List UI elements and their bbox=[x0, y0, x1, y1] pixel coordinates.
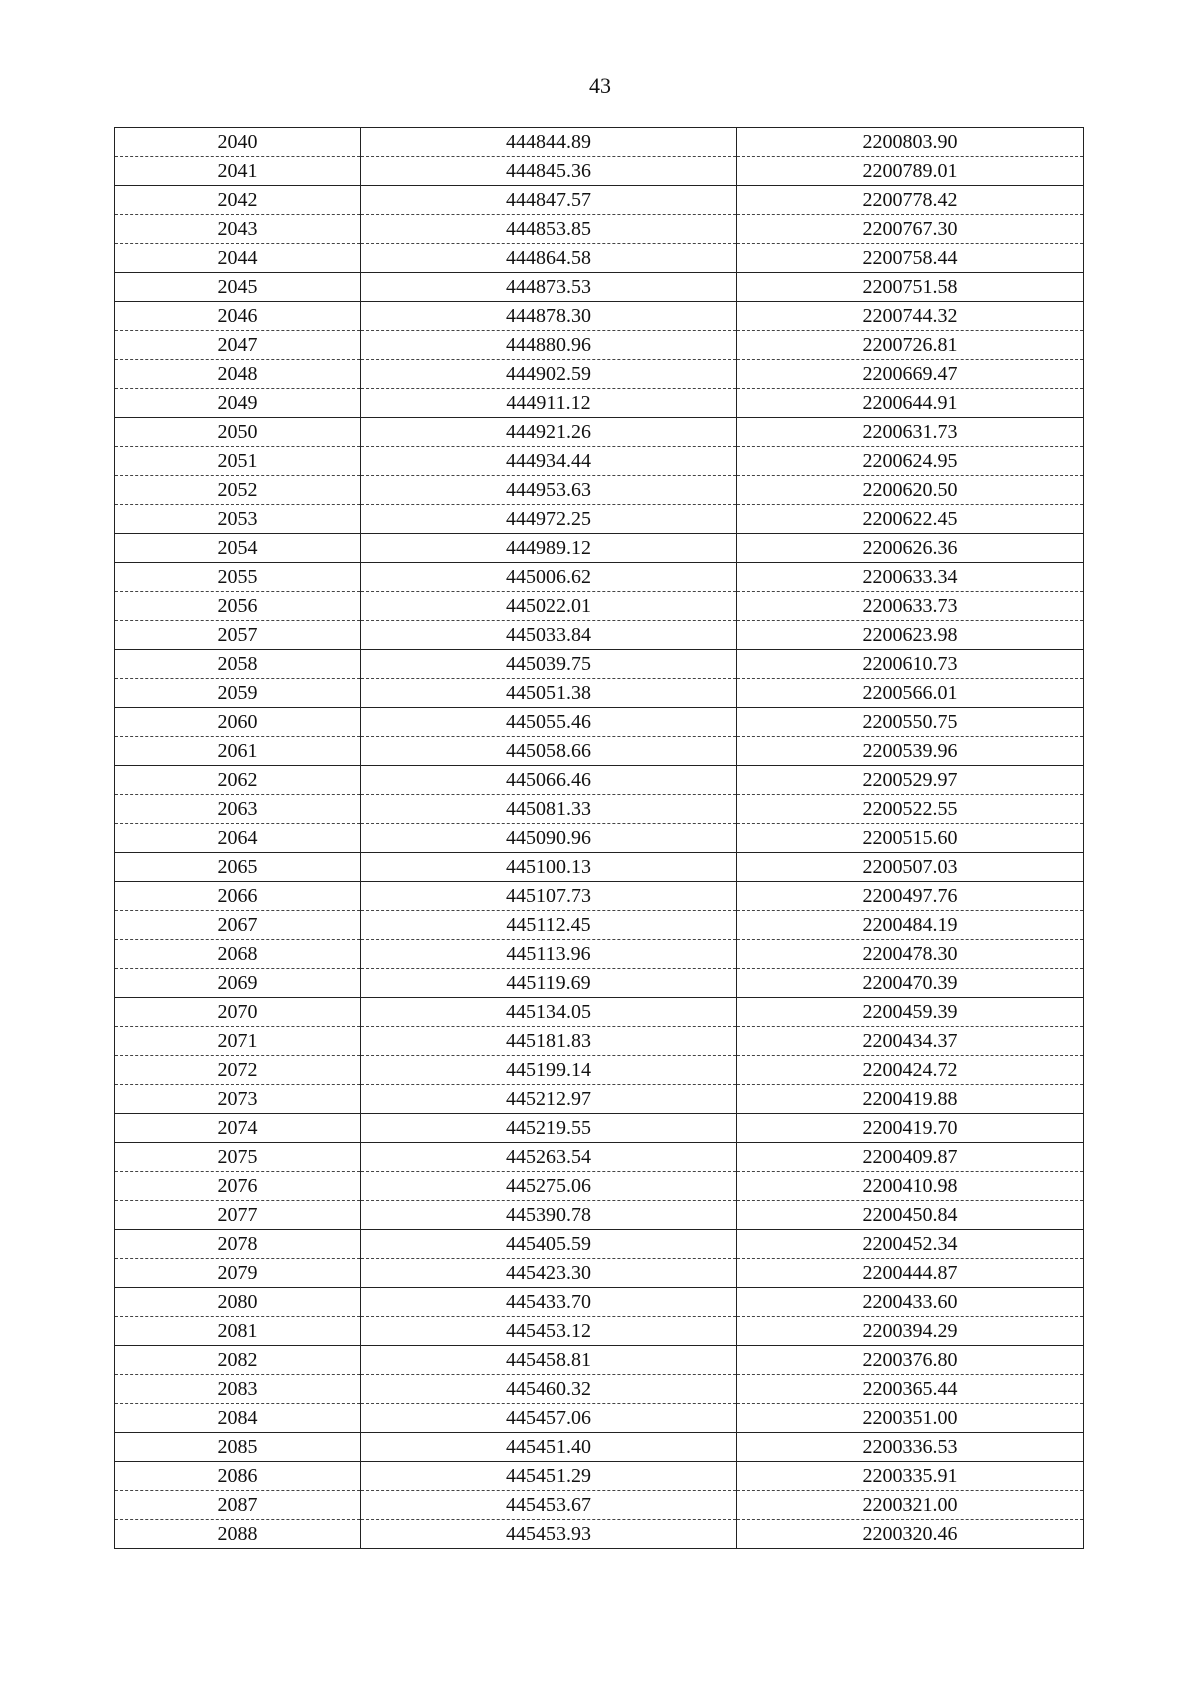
table-row bbox=[115, 534, 1084, 563]
table-row bbox=[115, 1491, 1084, 1520]
table-row bbox=[115, 911, 1084, 940]
y-coordinate-cell: 2200633.34 bbox=[737, 563, 1084, 592]
x-coordinate-cell: 444911.12 bbox=[361, 389, 737, 418]
y-coordinate-cell: 2200566.01 bbox=[737, 679, 1084, 708]
table-row bbox=[115, 940, 1084, 969]
point-number-cell: 2087 bbox=[115, 1491, 361, 1520]
point-number-cell: 2051 bbox=[115, 447, 361, 476]
x-coordinate-cell: 445058.66 bbox=[361, 737, 737, 766]
table-row bbox=[115, 215, 1084, 244]
x-coordinate-cell: 445081.33 bbox=[361, 795, 737, 824]
table-row bbox=[115, 853, 1084, 882]
point-number-cell: 2081 bbox=[115, 1317, 361, 1346]
point-number-cell: 2071 bbox=[115, 1027, 361, 1056]
y-coordinate-cell: 2200726.81 bbox=[737, 331, 1084, 360]
x-coordinate-cell: 445113.96 bbox=[361, 940, 737, 969]
table-row bbox=[115, 1201, 1084, 1230]
table-row bbox=[115, 1462, 1084, 1491]
table-row bbox=[115, 1143, 1084, 1172]
table-row bbox=[115, 824, 1084, 853]
y-coordinate-cell: 2200633.73 bbox=[737, 592, 1084, 621]
y-coordinate-cell: 2200478.30 bbox=[737, 940, 1084, 969]
y-coordinate-cell: 2200620.50 bbox=[737, 476, 1084, 505]
x-coordinate-cell: 444989.12 bbox=[361, 534, 737, 563]
y-coordinate-cell: 2200744.32 bbox=[737, 302, 1084, 331]
table-row bbox=[115, 969, 1084, 998]
x-coordinate-cell: 445181.83 bbox=[361, 1027, 737, 1056]
table-row bbox=[115, 389, 1084, 418]
x-coordinate-cell: 445134.05 bbox=[361, 998, 737, 1027]
y-coordinate-cell: 2200450.84 bbox=[737, 1201, 1084, 1230]
x-coordinate-cell: 444934.44 bbox=[361, 447, 737, 476]
point-number-cell: 2067 bbox=[115, 911, 361, 940]
y-coordinate-cell: 2200320.46 bbox=[737, 1520, 1084, 1549]
y-coordinate-cell: 2200623.98 bbox=[737, 621, 1084, 650]
table-row bbox=[115, 476, 1084, 505]
y-coordinate-cell: 2200433.60 bbox=[737, 1288, 1084, 1317]
table-row bbox=[115, 447, 1084, 476]
point-number-cell: 2045 bbox=[115, 273, 361, 302]
x-coordinate-cell: 445090.96 bbox=[361, 824, 737, 853]
y-coordinate-cell: 2200622.45 bbox=[737, 505, 1084, 534]
point-number-cell: 2073 bbox=[115, 1085, 361, 1114]
y-coordinate-cell: 2200529.97 bbox=[737, 766, 1084, 795]
table-row bbox=[115, 708, 1084, 737]
table-row bbox=[115, 1346, 1084, 1375]
point-number-cell: 2040 bbox=[115, 128, 361, 157]
x-coordinate-cell: 445033.84 bbox=[361, 621, 737, 650]
x-coordinate-cell: 445219.55 bbox=[361, 1114, 737, 1143]
page-number: 43 bbox=[589, 73, 611, 98]
y-coordinate-cell: 2200470.39 bbox=[737, 969, 1084, 998]
y-coordinate-cell: 2200626.36 bbox=[737, 534, 1084, 563]
table-row bbox=[115, 737, 1084, 766]
y-coordinate-cell: 2200351.00 bbox=[737, 1404, 1084, 1433]
x-coordinate-cell: 444953.63 bbox=[361, 476, 737, 505]
x-coordinate-cell: 445100.13 bbox=[361, 853, 737, 882]
table-row bbox=[115, 1172, 1084, 1201]
point-number-cell: 2062 bbox=[115, 766, 361, 795]
point-number-cell: 2056 bbox=[115, 592, 361, 621]
table-row bbox=[115, 505, 1084, 534]
point-number-cell: 2074 bbox=[115, 1114, 361, 1143]
table-row bbox=[115, 795, 1084, 824]
table-row bbox=[115, 273, 1084, 302]
table-row bbox=[115, 1114, 1084, 1143]
point-number-cell: 2075 bbox=[115, 1143, 361, 1172]
y-coordinate-cell: 2200410.98 bbox=[737, 1172, 1084, 1201]
point-number-cell: 2060 bbox=[115, 708, 361, 737]
y-coordinate-cell: 2200459.39 bbox=[737, 998, 1084, 1027]
x-coordinate-cell: 445451.40 bbox=[361, 1433, 737, 1462]
y-coordinate-cell: 2200669.47 bbox=[737, 360, 1084, 389]
table-row bbox=[115, 1230, 1084, 1259]
table-row bbox=[115, 650, 1084, 679]
x-coordinate-cell: 444921.26 bbox=[361, 418, 737, 447]
y-coordinate-cell: 2200624.95 bbox=[737, 447, 1084, 476]
point-number-cell: 2042 bbox=[115, 186, 361, 215]
point-number-cell: 2078 bbox=[115, 1230, 361, 1259]
point-number-cell: 2057 bbox=[115, 621, 361, 650]
point-number-cell: 2047 bbox=[115, 331, 361, 360]
x-coordinate-cell: 445423.30 bbox=[361, 1259, 737, 1288]
point-number-cell: 2058 bbox=[115, 650, 361, 679]
y-coordinate-cell: 2200419.70 bbox=[737, 1114, 1084, 1143]
x-coordinate-cell: 445055.46 bbox=[361, 708, 737, 737]
point-number-cell: 2043 bbox=[115, 215, 361, 244]
y-coordinate-cell: 2200550.75 bbox=[737, 708, 1084, 737]
table-row bbox=[115, 157, 1084, 186]
point-number-cell: 2046 bbox=[115, 302, 361, 331]
y-coordinate-cell: 2200452.34 bbox=[737, 1230, 1084, 1259]
point-number-cell: 2048 bbox=[115, 360, 361, 389]
point-number-cell: 2077 bbox=[115, 1201, 361, 1230]
y-coordinate-cell: 2200444.87 bbox=[737, 1259, 1084, 1288]
y-coordinate-cell: 2200778.42 bbox=[737, 186, 1084, 215]
point-number-cell: 2082 bbox=[115, 1346, 361, 1375]
point-number-cell: 2065 bbox=[115, 853, 361, 882]
y-coordinate-cell: 2200497.76 bbox=[737, 882, 1084, 911]
table-row bbox=[115, 1375, 1084, 1404]
x-coordinate-cell: 445390.78 bbox=[361, 1201, 737, 1230]
x-coordinate-cell: 445275.06 bbox=[361, 1172, 737, 1201]
point-number-cell: 2080 bbox=[115, 1288, 361, 1317]
x-coordinate-cell: 445453.93 bbox=[361, 1520, 737, 1549]
coordinates-table bbox=[114, 127, 1084, 1549]
table-row bbox=[115, 331, 1084, 360]
table-row bbox=[115, 1404, 1084, 1433]
y-coordinate-cell: 2200335.91 bbox=[737, 1462, 1084, 1491]
y-coordinate-cell: 2200321.00 bbox=[737, 1491, 1084, 1520]
table-row bbox=[115, 1520, 1084, 1549]
y-coordinate-cell: 2200394.29 bbox=[737, 1317, 1084, 1346]
x-coordinate-cell: 444844.89 bbox=[361, 128, 737, 157]
point-number-cell: 2044 bbox=[115, 244, 361, 273]
table-row bbox=[115, 1433, 1084, 1462]
point-number-cell: 2066 bbox=[115, 882, 361, 911]
x-coordinate-cell: 444873.53 bbox=[361, 273, 737, 302]
x-coordinate-cell: 445453.67 bbox=[361, 1491, 737, 1520]
table-row bbox=[115, 302, 1084, 331]
y-coordinate-cell: 2200515.60 bbox=[737, 824, 1084, 853]
point-number-cell: 2063 bbox=[115, 795, 361, 824]
point-number-cell: 2069 bbox=[115, 969, 361, 998]
y-coordinate-cell: 2200336.53 bbox=[737, 1433, 1084, 1462]
point-number-cell: 2049 bbox=[115, 389, 361, 418]
y-coordinate-cell: 2200610.73 bbox=[737, 650, 1084, 679]
point-number-cell: 2041 bbox=[115, 157, 361, 186]
x-coordinate-cell: 445022.01 bbox=[361, 592, 737, 621]
x-coordinate-cell: 444845.36 bbox=[361, 157, 737, 186]
x-coordinate-cell: 445199.14 bbox=[361, 1056, 737, 1085]
table-row bbox=[115, 360, 1084, 389]
y-coordinate-cell: 2200539.96 bbox=[737, 737, 1084, 766]
x-coordinate-cell: 445433.70 bbox=[361, 1288, 737, 1317]
x-coordinate-cell: 445039.75 bbox=[361, 650, 737, 679]
y-coordinate-cell: 2200767.30 bbox=[737, 215, 1084, 244]
y-coordinate-cell: 2200376.80 bbox=[737, 1346, 1084, 1375]
point-number-cell: 2054 bbox=[115, 534, 361, 563]
y-coordinate-cell: 2200803.90 bbox=[737, 128, 1084, 157]
point-number-cell: 2061 bbox=[115, 737, 361, 766]
x-coordinate-cell: 445051.38 bbox=[361, 679, 737, 708]
table-row bbox=[115, 1259, 1084, 1288]
x-coordinate-cell: 445212.97 bbox=[361, 1085, 737, 1114]
table-row bbox=[115, 244, 1084, 273]
point-number-cell: 2076 bbox=[115, 1172, 361, 1201]
x-coordinate-cell: 445112.45 bbox=[361, 911, 737, 940]
point-number-cell: 2079 bbox=[115, 1259, 361, 1288]
x-coordinate-cell: 444902.59 bbox=[361, 360, 737, 389]
x-coordinate-cell: 445458.81 bbox=[361, 1346, 737, 1375]
y-coordinate-cell: 2200751.58 bbox=[737, 273, 1084, 302]
x-coordinate-cell: 444880.96 bbox=[361, 331, 737, 360]
table-body bbox=[115, 128, 1084, 1549]
x-coordinate-cell: 445460.32 bbox=[361, 1375, 737, 1404]
x-coordinate-cell: 445457.06 bbox=[361, 1404, 737, 1433]
point-number-cell: 2064 bbox=[115, 824, 361, 853]
x-coordinate-cell: 444864.58 bbox=[361, 244, 737, 273]
table-row bbox=[115, 998, 1084, 1027]
point-number-cell: 2072 bbox=[115, 1056, 361, 1085]
table-row bbox=[115, 563, 1084, 592]
y-coordinate-cell: 2200419.88 bbox=[737, 1085, 1084, 1114]
y-coordinate-cell: 2200758.44 bbox=[737, 244, 1084, 273]
x-coordinate-cell: 445119.69 bbox=[361, 969, 737, 998]
table-row bbox=[115, 186, 1084, 215]
x-coordinate-cell: 445453.12 bbox=[361, 1317, 737, 1346]
x-coordinate-cell: 445006.62 bbox=[361, 563, 737, 592]
point-number-cell: 2084 bbox=[115, 1404, 361, 1433]
point-number-cell: 2088 bbox=[115, 1520, 361, 1549]
y-coordinate-cell: 2200789.01 bbox=[737, 157, 1084, 186]
x-coordinate-cell: 445263.54 bbox=[361, 1143, 737, 1172]
x-coordinate-cell: 444878.30 bbox=[361, 302, 737, 331]
y-coordinate-cell: 2200424.72 bbox=[737, 1056, 1084, 1085]
table-row bbox=[115, 766, 1084, 795]
table-row bbox=[115, 1027, 1084, 1056]
x-coordinate-cell: 444853.85 bbox=[361, 215, 737, 244]
y-coordinate-cell: 2200434.37 bbox=[737, 1027, 1084, 1056]
x-coordinate-cell: 445405.59 bbox=[361, 1230, 737, 1259]
x-coordinate-cell: 444847.57 bbox=[361, 186, 737, 215]
y-coordinate-cell: 2200409.87 bbox=[737, 1143, 1084, 1172]
x-coordinate-cell: 445451.29 bbox=[361, 1462, 737, 1491]
table-row bbox=[115, 679, 1084, 708]
point-number-cell: 2068 bbox=[115, 940, 361, 969]
table-row bbox=[115, 621, 1084, 650]
table-row bbox=[115, 128, 1084, 157]
y-coordinate-cell: 2200507.03 bbox=[737, 853, 1084, 882]
table-row bbox=[115, 592, 1084, 621]
point-number-cell: 2083 bbox=[115, 1375, 361, 1404]
point-number-cell: 2085 bbox=[115, 1433, 361, 1462]
point-number-cell: 2086 bbox=[115, 1462, 361, 1491]
y-coordinate-cell: 2200631.73 bbox=[737, 418, 1084, 447]
table-row bbox=[115, 418, 1084, 447]
y-coordinate-cell: 2200522.55 bbox=[737, 795, 1084, 824]
point-number-cell: 2053 bbox=[115, 505, 361, 534]
point-number-cell: 2050 bbox=[115, 418, 361, 447]
point-number-cell: 2059 bbox=[115, 679, 361, 708]
table-row bbox=[115, 882, 1084, 911]
x-coordinate-cell: 445107.73 bbox=[361, 882, 737, 911]
point-number-cell: 2055 bbox=[115, 563, 361, 592]
table-row bbox=[115, 1317, 1084, 1346]
point-number-cell: 2070 bbox=[115, 998, 361, 1027]
table-row bbox=[115, 1056, 1084, 1085]
table-row bbox=[115, 1288, 1084, 1317]
point-number-cell: 2052 bbox=[115, 476, 361, 505]
y-coordinate-cell: 2200484.19 bbox=[737, 911, 1084, 940]
table-row bbox=[115, 1085, 1084, 1114]
x-coordinate-cell: 444972.25 bbox=[361, 505, 737, 534]
y-coordinate-cell: 2200365.44 bbox=[737, 1375, 1084, 1404]
y-coordinate-cell: 2200644.91 bbox=[737, 389, 1084, 418]
x-coordinate-cell: 445066.46 bbox=[361, 766, 737, 795]
